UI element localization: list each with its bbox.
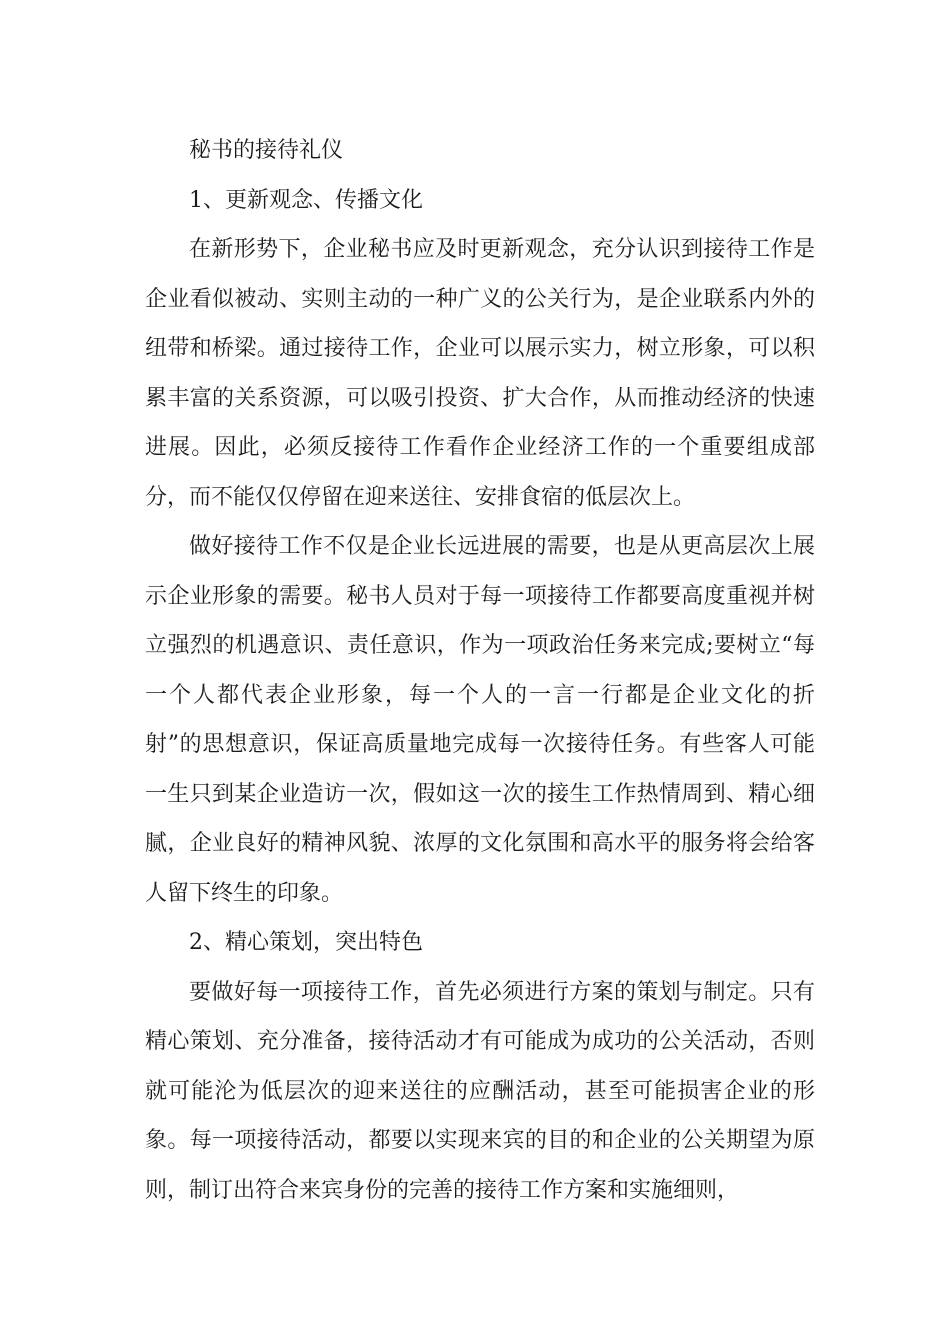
document-body [145, 126, 815, 1215]
document-title: 秘书的接待礼仪 [189, 138, 344, 163]
paragraph-1: 在新形势下，企业秘书应及时更新观念，充分认识到接待工作是企业看似被动、实则主动的一种广义的公关行为，是企业联系内外的纽带和桥梁。通过接待工作，企业可以展示实力，树立形象，可以积累丰富的关系资源，可以吸引投资、扩大合作，从而推动经济的快速进展。因此，必须反接待工作看作企业经济工作的一个重要组成部分，而不能仅仅停留在迎来送往、安排食宿的低层次上。 [145, 237, 815, 510]
paragraph-3: 要做好每一项接待工作，首先必须进行方案的策划与制定。只有精心策划、充分准备，接待活动才有可能成为成功的公关活动，否则就可能沦为低层次的迎来送往的应酬活动，甚至可能损害企业的形象。每一项接待活动，都要以实现来宾的目的和企业的公关期望为原则，制订出符合来宾身份的完善的接待工作方案和实施细则， [145, 979, 815, 1203]
section-heading-1: 1、更新观念、传播文化 [189, 187, 423, 213]
section-heading-2: 2、精心策划，突出特色 [189, 930, 423, 955]
paragraph-2: 做好接待工作不仅是企业长远进展的需要，也是从更高层次上展示企业形象的需要。秘书人员对于每一项接待工作都要高度重视并树立强烈的机遇意识、责任意识，作为一项政治任务来完成;要树立“每一个人都代表企业形象，每一个人的一言一行都是企业文化的折射”的思想意识，保证高质量地完成每一次接待任务。有些客人可能一生只到某企业造访一次，假如这一次的接生工作热情周到、精心细腻，企业良好的精神风貌、浓厚的文化氛围和高水平的服务将会给客人留下终生的印象。 [145, 534, 815, 906]
